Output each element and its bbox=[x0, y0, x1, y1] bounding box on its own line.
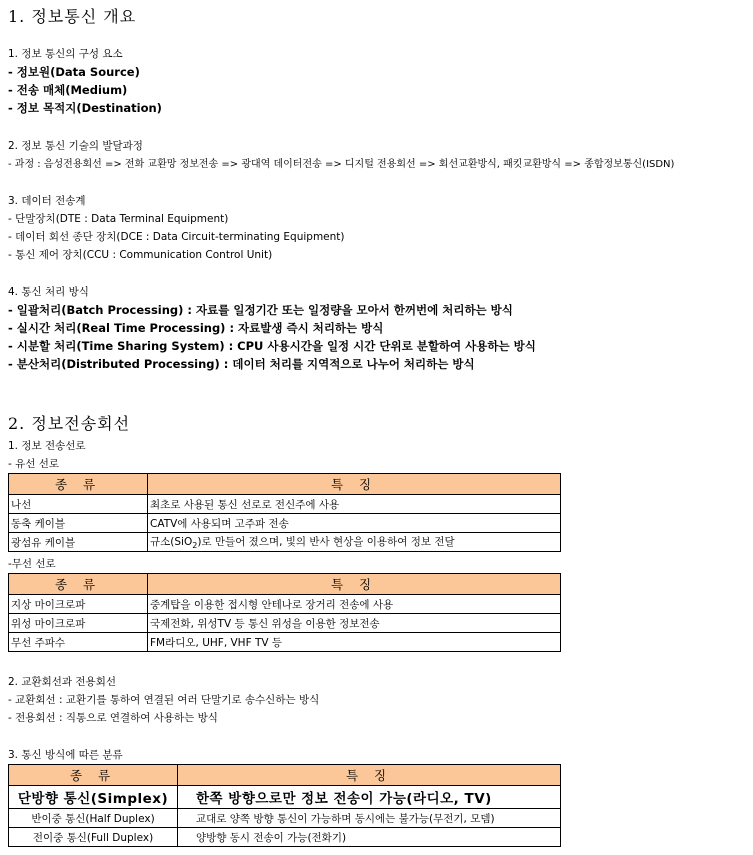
table-row bbox=[9, 533, 561, 552]
component-item: - 전송 매체(Medium) bbox=[8, 83, 128, 97]
fiber-text-pre: 규소(SiO bbox=[150, 536, 193, 548]
table-cell: 지상 마이크로파 bbox=[9, 595, 148, 614]
table-row bbox=[9, 633, 561, 652]
s2-sub1-heading: 1. 정보 전송선로 bbox=[8, 440, 86, 452]
s1-sub2-heading: 2. 정보 통신 기술의 발달과정 bbox=[8, 140, 143, 152]
table-cell: 최초로 사용된 통신 선로로 전신주에 사용 bbox=[148, 495, 561, 514]
table-cell bbox=[148, 533, 561, 552]
circuit-item: - 전용회선 : 직통으로 연결하여 사용하는 방식 bbox=[8, 712, 218, 724]
processing-item: - 분산처리(Distributed Processing) : 데이터 처리를 지역적으로 나누어 처리하는 방식 bbox=[8, 357, 475, 371]
table-cell: 양방향 동시 전송이 가능(전화기) bbox=[178, 828, 561, 847]
processing-item: - 실시간 처리(Real Time Processing) : 자료발생 즉시 처리하는 방식 bbox=[8, 321, 384, 335]
table-header: 종 류 bbox=[9, 574, 148, 595]
table-row bbox=[9, 514, 561, 533]
table-cell: 무선 주파수 bbox=[9, 633, 148, 652]
transmission-item: - 단말장치(DTE : Data Terminal Equipment) bbox=[8, 213, 229, 225]
transmission-item: - 통신 제어 장치(CCU : Communication Control Unit) bbox=[8, 249, 273, 261]
table-row bbox=[9, 828, 561, 847]
table-row bbox=[9, 786, 561, 809]
wired-line-table bbox=[8, 473, 561, 552]
s1-sub1-heading: 1. 정보 통신의 구성 요소 bbox=[8, 48, 123, 60]
s2-sub2-heading: 2. 교환회선과 전용회선 bbox=[8, 676, 116, 688]
table-cell: 광섬유 케이블 bbox=[9, 533, 148, 552]
s1-sub3-heading: 3. 데이터 전송계 bbox=[8, 195, 86, 207]
table-cell: 국제전화, 위성TV 등 통신 위성을 이용한 정보전송 bbox=[148, 614, 561, 633]
wired-label: - 유선 선로 bbox=[8, 458, 60, 470]
processing-item: - 시분할 처리(Time Sharing System) : CPU 사용시간을 일정 시간 단위로 분할하여 사용하는 방식 bbox=[8, 339, 536, 353]
table-cell: FM라디오, UHF, VHF TV 등 bbox=[148, 633, 561, 652]
table-row bbox=[9, 495, 561, 514]
table-header: 특 징 bbox=[148, 474, 561, 495]
table-header: 종 류 bbox=[9, 765, 178, 786]
table-cell: 전이중 통신(Full Duplex) bbox=[9, 828, 178, 847]
fiber-subscript: 2 bbox=[192, 541, 198, 550]
table-cell: 중계탑을 이용한 접시형 안테나로 장거리 전송에 사용 bbox=[148, 595, 561, 614]
table-cell: CATV에 사용되며 고주파 전송 bbox=[148, 514, 561, 533]
table-row bbox=[9, 595, 561, 614]
fiber-text-post: )로 만들어 졌으며, 빛의 반사 현상을 이용하여 정보 전달 bbox=[197, 536, 455, 548]
circuit-item: - 교환회선 : 교환기를 통하여 연결된 여러 단말기로 송수신하는 방식 bbox=[8, 694, 320, 706]
table-row bbox=[9, 809, 561, 828]
table-row bbox=[9, 614, 561, 633]
table-cell: 단방향 통신(Simplex) bbox=[9, 786, 178, 809]
section-1-title: 1. 정보통신 개요 bbox=[8, 7, 137, 26]
wireless-line-table bbox=[8, 573, 561, 652]
processing-item: - 일괄처리(Batch Processing) : 자료를 일정기간 또는 일정량을 모아서 한꺼번에 처리하는 방식 bbox=[8, 303, 513, 317]
table-cell: 한쪽 방향으로만 정보 전송이 가능(라디오, TV) bbox=[178, 786, 561, 809]
component-item: - 정보 목적지(Destination) bbox=[8, 101, 162, 115]
development-process-line: - 과정 : 음성전용회선 => 전화 교환망 정보전송 => 광대역 데이터전송 => 디지털 전용회선 => 회선교환방식, 패킷교환방식 => 종합정보통신(ISDN) bbox=[8, 159, 675, 170]
communication-method-table bbox=[8, 764, 561, 847]
table-cell: 교대로 양쪽 방향 통신이 가능하며 동시에는 불가능(무전기, 모뎀) bbox=[178, 809, 561, 828]
table-header: 특 징 bbox=[148, 574, 561, 595]
table-header: 특 징 bbox=[178, 765, 561, 786]
transmission-item: - 데이터 회선 종단 장치(DCE : Data Circuit-terminating Equipment) bbox=[8, 231, 345, 243]
s2-sub3-heading: 3. 통신 방식에 따른 분류 bbox=[8, 749, 123, 761]
s1-sub4-heading: 4. 통신 처리 방식 bbox=[8, 286, 89, 298]
table-cell: 반이중 통신(Half Duplex) bbox=[9, 809, 178, 828]
component-item: - 정보원(Data Source) bbox=[8, 65, 140, 79]
section-2-title: 2. 정보전송회선 bbox=[8, 414, 131, 433]
table-header: 종 류 bbox=[9, 474, 148, 495]
table-cell: 위성 마이크로파 bbox=[9, 614, 148, 633]
table-cell: 나선 bbox=[9, 495, 148, 514]
table-cell: 동축 케이블 bbox=[9, 514, 148, 533]
wireless-label: -무선 선로 bbox=[8, 558, 56, 570]
